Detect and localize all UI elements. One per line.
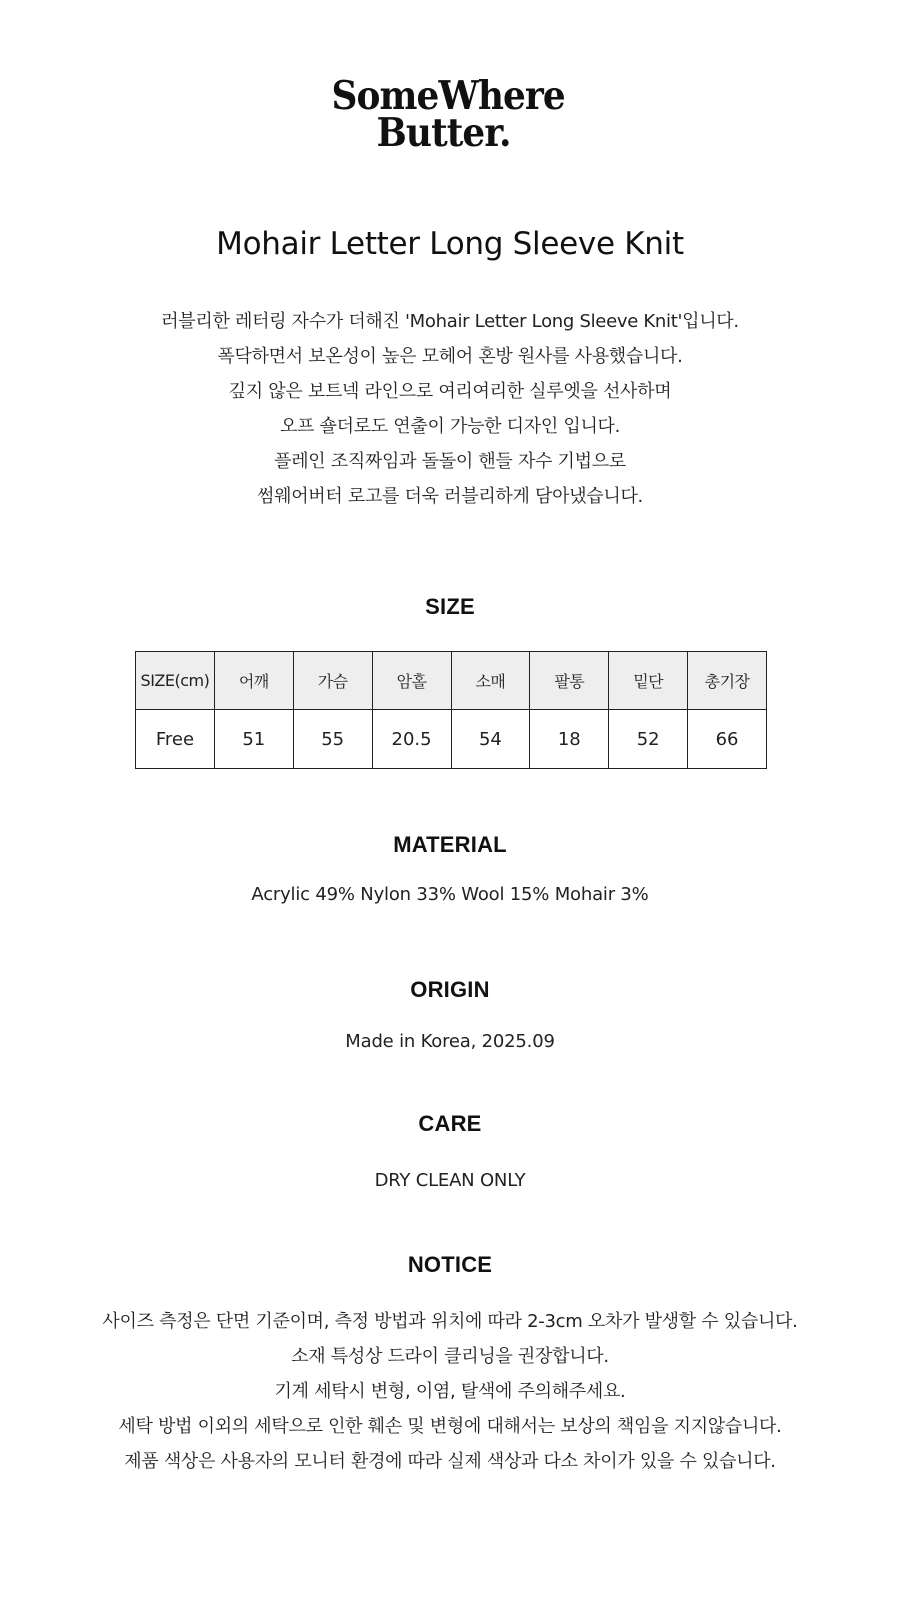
logo-line-1: SomeWhere <box>331 73 565 119</box>
notice-line: 세탁 방법 이외의 세탁으로 인한 훼손 및 변형에 대해서는 보상의 책임을 지지않습니다. <box>118 1416 782 1437</box>
size-heading: SIZE <box>425 594 475 619</box>
size-table-header-row <box>136 652 767 710</box>
size-value-cell: 54 <box>451 710 530 769</box>
size-header-cell: 소매 <box>451 652 530 710</box>
size-value-cell: 20.5 <box>372 710 451 769</box>
description-line: 깊지 않은 보트넥 라인으로 여리여리한 실루엣을 선사하며 <box>228 381 672 402</box>
product-title: Mohair Letter Long Sleeve Knit <box>216 226 684 262</box>
size-header-cell: 밑단 <box>609 652 688 710</box>
care-text: DRY CLEAN ONLY <box>374 1170 526 1191</box>
description-line: 폭닥하면서 보온성이 높은 모헤어 혼방 원사를 사용했습니다. <box>217 346 683 367</box>
notice-heading: NOTICE <box>407 1252 493 1277</box>
origin-text: Made in Korea, 2025.09 <box>345 1031 555 1052</box>
product-description <box>0 304 900 514</box>
description-line: 오프 숄더로도 연출이 가능한 디자인 입니다. <box>279 416 621 437</box>
description-line: 썸웨어버터 로고를 더욱 러블리하게 담아냈습니다. <box>257 486 643 507</box>
size-header-cell: 팔통 <box>530 652 609 710</box>
size-value-cell: 52 <box>609 710 688 769</box>
material-heading: MATERIAL <box>393 832 507 857</box>
size-value-cell: 51 <box>214 710 293 769</box>
logo-line-2: Butter. <box>376 110 511 157</box>
description-line: 러블리한 레터링 자수가 더해진 'Mohair Letter Long Sleeve Knit'입니다. <box>161 311 739 332</box>
care-heading: CARE <box>418 1111 482 1136</box>
size-table <box>135 651 767 769</box>
size-value-cell: 18 <box>530 710 609 769</box>
size-header-cell: 어깨 <box>214 652 293 710</box>
notice-line: 기계 세탁시 변형, 이염, 탈색에 주의해주세요. <box>274 1381 626 1402</box>
size-value-cell: Free <box>136 710 215 769</box>
size-header-cell: SIZE(cm) <box>136 652 215 710</box>
notice-line: 사이즈 측정은 단면 기준이며, 측정 방법과 위치에 따라 2-3cm 오차가 발생할 수 있습니다. <box>102 1311 798 1332</box>
size-value-cell: 55 <box>293 710 372 769</box>
notice-line: 제품 색상은 사용자의 모니터 환경에 따라 실제 색상과 다소 차이가 있을 수 있습니다. <box>124 1451 776 1472</box>
notice-list <box>0 1304 900 1479</box>
origin-heading: ORIGIN <box>410 977 490 1002</box>
size-header-cell: 암홀 <box>372 652 451 710</box>
size-value-cell: 66 <box>688 710 767 769</box>
brand-logo <box>36 73 864 157</box>
size-header-cell: 총기장 <box>688 652 767 710</box>
material-text: Acrylic 49% Nylon 33% Wool 15% Mohair 3% <box>251 884 649 905</box>
description-line: 플레인 조직짜임과 돌돌이 핸들 자수 기법으로 <box>274 451 626 472</box>
notice-line: 소재 특성상 드라이 클리닝을 권장합니다. <box>291 1346 609 1367</box>
size-table-value-row <box>136 710 767 769</box>
size-header-cell: 가슴 <box>293 652 372 710</box>
